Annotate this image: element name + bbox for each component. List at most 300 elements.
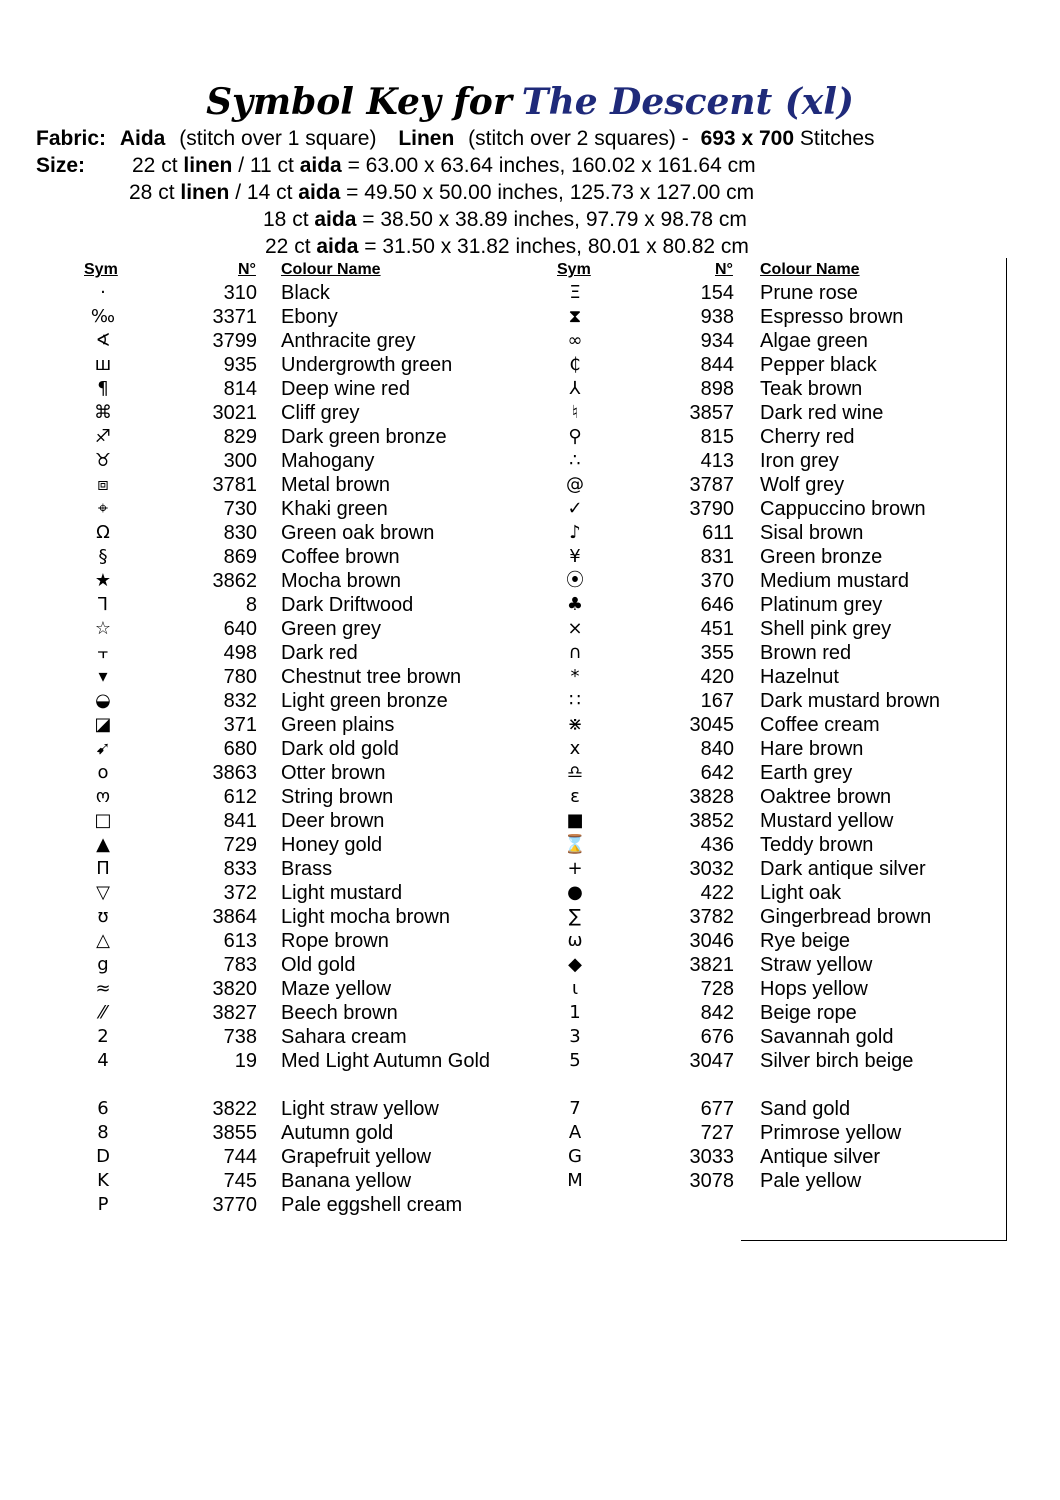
- list-item: [553, 305, 1033, 329]
- col-header-colour-name: Colour Name: [760, 261, 860, 278]
- colour-name: Green bronze: [760, 546, 883, 568]
- colour-name: Dark antique silver: [760, 858, 926, 880]
- thread-number: 3852: [689, 810, 734, 832]
- fabric-label: Fabric:: [36, 127, 107, 150]
- list-item: [553, 929, 1033, 953]
- list-item: [553, 809, 1033, 833]
- symbol-glyph: ≈: [95, 978, 111, 999]
- symbol-glyph: ʊ: [97, 906, 109, 927]
- list-item: [553, 881, 1033, 905]
- thread-number: 3822: [212, 1098, 257, 1120]
- list-item: [81, 689, 561, 713]
- symbol-glyph: ⧈: [97, 474, 109, 495]
- thread-number: 3782: [689, 906, 734, 928]
- list-item: [553, 1121, 1033, 1145]
- colour-name: Beige rope: [760, 1002, 857, 1024]
- thread-number: 3828: [689, 786, 734, 808]
- symbol-glyph: ♣: [566, 594, 584, 615]
- list-item: [553, 833, 1033, 857]
- colour-name: Otter brown: [281, 762, 386, 784]
- symbol-glyph: ¥: [569, 546, 581, 567]
- fabric-linen: Linen: [398, 127, 455, 150]
- symbol-glyph: ⦿: [566, 570, 584, 591]
- title-prefix: Symbol Key for: [206, 81, 512, 123]
- list-item: [81, 665, 561, 689]
- list-item: [81, 545, 561, 569]
- colour-name: Beech brown: [281, 1002, 398, 1024]
- list-item: [553, 425, 1033, 449]
- thread-number: 745: [223, 1170, 257, 1192]
- thread-number: 3787: [689, 474, 734, 496]
- thread-number: 829: [223, 426, 257, 448]
- thread-number: 642: [700, 762, 734, 784]
- thread-number: 729: [223, 834, 257, 856]
- symbol-glyph: K: [97, 1170, 109, 1191]
- list-item: [81, 281, 561, 305]
- symbol-glyph: ⅄: [569, 378, 581, 399]
- symbol-glyph: ∩: [568, 642, 582, 663]
- thread-number: 844: [700, 354, 734, 376]
- list-item: [81, 929, 561, 953]
- symbol-glyph: 3: [569, 1026, 581, 1047]
- colour-name: Hare brown: [760, 738, 864, 760]
- thread-number: 831: [700, 546, 734, 568]
- thread-number: 498: [223, 642, 257, 664]
- left-color-list: [81, 281, 561, 1217]
- list-item: [81, 1169, 561, 1193]
- colour-name: Dark red: [281, 642, 358, 664]
- symbol-glyph: ☆: [94, 618, 112, 639]
- symbol-glyph: M: [567, 1170, 583, 1191]
- list-item: [553, 473, 1033, 497]
- thread-number: 3021: [212, 402, 257, 424]
- thread-number: 640: [223, 618, 257, 640]
- thread-number: 613: [223, 930, 257, 952]
- thread-number: 3855: [212, 1122, 257, 1144]
- colour-name: Algae green: [760, 330, 868, 352]
- stitch-count: 693 x 700: [700, 127, 795, 150]
- symbol-glyph: ⨯: [567, 618, 583, 639]
- colour-name: Honey gold: [281, 834, 383, 856]
- colour-name: Sand gold: [760, 1098, 851, 1120]
- thread-number: 8: [245, 594, 257, 616]
- colour-name: Maze yellow: [281, 978, 392, 1000]
- list-item: [81, 857, 561, 881]
- thread-number: 3770: [212, 1194, 257, 1216]
- thread-number: 3371: [212, 306, 257, 328]
- stitches-label: Stitches: [799, 127, 875, 150]
- colour-name: Teddy brown: [760, 834, 874, 856]
- list-item: [553, 1001, 1033, 1025]
- list-item: [81, 1193, 561, 1217]
- symbol-glyph: D: [96, 1146, 110, 1167]
- list-item: [553, 905, 1033, 929]
- colour-name: Wolf grey: [760, 474, 845, 496]
- right-color-list: [553, 281, 1033, 1193]
- thread-number: 938: [700, 306, 734, 328]
- colour-name: String brown: [281, 786, 394, 808]
- symbol-glyph: 8: [97, 1122, 109, 1143]
- symbol-glyph: ⌘: [94, 402, 112, 423]
- colour-name: Ebony: [281, 306, 338, 328]
- colour-name: Mustard yellow: [760, 810, 894, 832]
- colour-name: Rope brown: [281, 930, 389, 952]
- symbol-glyph: 4: [97, 1050, 109, 1071]
- list-item: [81, 1121, 561, 1145]
- colour-name: Khaki green: [281, 498, 388, 520]
- symbol-glyph: ω: [567, 930, 583, 951]
- list-item: [553, 329, 1033, 353]
- thread-number: 451: [700, 618, 734, 640]
- symbol-glyph: §: [98, 546, 108, 567]
- colour-name: Autumn gold: [281, 1122, 394, 1144]
- list-item: [81, 1025, 561, 1049]
- symbol-glyph: ✓: [567, 498, 583, 519]
- thread-number: 814: [223, 378, 257, 400]
- symbol-glyph: ⁄⁄: [99, 1002, 106, 1023]
- colour-name: Brass: [281, 858, 333, 880]
- colour-name: Sisal brown: [760, 522, 864, 544]
- colour-name: Pepper black: [760, 354, 877, 376]
- list-item: [81, 785, 561, 809]
- thread-number: 420: [700, 666, 734, 688]
- colour-name: Mocha brown: [281, 570, 402, 592]
- thread-number: 3799: [212, 330, 257, 352]
- thread-number: 3046: [689, 930, 734, 952]
- col-header-number: N°: [715, 261, 733, 278]
- symbol-glyph: ▾: [98, 666, 108, 687]
- thread-number: 3032: [689, 858, 734, 880]
- thread-number: 167: [700, 690, 734, 712]
- symbol-glyph: 1: [569, 1002, 581, 1023]
- bottom-border: [741, 1240, 1007, 1241]
- colour-name: Brown red: [760, 642, 852, 664]
- symbol-glyph: Ξ: [569, 282, 581, 303]
- thread-number: 832: [223, 690, 257, 712]
- right-border: [1006, 258, 1007, 1241]
- colour-name: Banana yellow: [281, 1170, 412, 1192]
- symbol-glyph: o: [97, 762, 109, 783]
- colour-name: Dark red wine: [760, 402, 884, 424]
- colour-name: Pale yellow: [760, 1170, 862, 1192]
- list-item: [553, 713, 1033, 737]
- colour-name: Cappuccino brown: [760, 498, 926, 520]
- list-item: [553, 1169, 1033, 1193]
- symbol-glyph: ◆: [568, 954, 582, 975]
- list-item: [81, 641, 561, 665]
- thread-number: 371: [223, 714, 257, 736]
- symbol-glyph: 6: [97, 1098, 109, 1119]
- list-item: [553, 785, 1033, 809]
- colour-name: Shell pink grey: [760, 618, 892, 640]
- colour-name: Black: [281, 282, 330, 304]
- list-item: [81, 953, 561, 977]
- colour-name: Silver birch beige: [760, 1050, 914, 1072]
- thread-number: 783: [223, 954, 257, 976]
- symbol-glyph: ▽: [96, 882, 110, 903]
- list-item: [553, 1097, 1033, 1121]
- thread-number: 646: [700, 594, 734, 616]
- thread-number: 19: [234, 1050, 257, 1072]
- symbol-glyph: ш: [94, 354, 112, 375]
- colour-name: Chestnut tree brown: [281, 666, 462, 688]
- colour-name: Light mustard: [281, 882, 403, 904]
- colour-name: Iron grey: [760, 450, 839, 472]
- size-line: 22 ct aida = 31.50 x 31.82 inches, 80.01 x 80.82 cm: [265, 235, 749, 258]
- list-item: [81, 1001, 561, 1025]
- colour-name: Light oak: [760, 882, 842, 904]
- thread-number: 3078: [689, 1170, 734, 1192]
- colour-name: Deer brown: [281, 810, 385, 832]
- colour-name: Mahogany: [281, 450, 375, 472]
- thread-number: 3820: [212, 978, 257, 1000]
- colour-name: Pale eggshell cream: [281, 1194, 463, 1216]
- list-item: [553, 857, 1033, 881]
- symbol-glyph: ★: [94, 570, 112, 591]
- size-label-line: [36, 152, 85, 179]
- colour-name: Dark green bronze: [281, 426, 447, 448]
- thread-number: 676: [700, 1026, 734, 1048]
- list-item: [81, 1145, 561, 1169]
- list-item: [81, 593, 561, 617]
- symbol-glyph: ∢: [95, 330, 111, 351]
- list-item: [553, 665, 1033, 689]
- thread-number: 3033: [689, 1146, 734, 1168]
- thread-number: 3857: [689, 402, 734, 424]
- list-item: [81, 569, 561, 593]
- symbol-glyph: ♎: [566, 762, 584, 783]
- colour-name: Gingerbread brown: [760, 906, 932, 928]
- symbol-glyph: ⚲: [568, 426, 582, 447]
- symbol-glyph: ♮: [571, 402, 579, 423]
- symbol-glyph: g: [97, 954, 109, 975]
- thread-number: 869: [223, 546, 257, 568]
- colour-name: Primrose yellow: [760, 1122, 902, 1144]
- list-item: [81, 977, 561, 1001]
- list-item: [553, 737, 1033, 761]
- symbol-glyph: Π: [96, 858, 110, 879]
- colour-name: Hazelnut: [760, 666, 839, 688]
- symbol-glyph: Ω: [96, 522, 110, 543]
- thread-number: 730: [223, 498, 257, 520]
- thread-number: 738: [223, 1026, 257, 1048]
- symbol-glyph: ➹: [95, 738, 111, 759]
- size-label: Size:: [36, 154, 86, 177]
- colour-name: Old gold: [281, 954, 356, 976]
- symbol-glyph: ⋇: [567, 714, 583, 735]
- colour-name: Undergrowth green: [281, 354, 453, 376]
- colour-name: Coffee brown: [281, 546, 400, 568]
- symbol-glyph: ◒: [95, 690, 111, 711]
- thread-number: 830: [223, 522, 257, 544]
- symbol-glyph: @: [566, 474, 584, 495]
- symbol-glyph: ■: [566, 810, 584, 831]
- thread-number: 3862: [212, 570, 257, 592]
- symbol-glyph: ◪: [94, 714, 112, 735]
- list-item: [81, 329, 561, 353]
- list-item: [81, 833, 561, 857]
- symbol-glyph: ∞: [567, 330, 583, 351]
- symbol-glyph: ⅂: [97, 594, 109, 615]
- symbol-glyph: ⧗: [568, 306, 582, 327]
- list-item: [553, 641, 1033, 665]
- col-header-sym: Sym: [84, 261, 118, 278]
- thread-number: 841: [223, 810, 257, 832]
- thread-number: 3045: [689, 714, 734, 736]
- symbol-glyph: 5: [569, 1050, 581, 1071]
- colour-name: Straw yellow: [760, 954, 873, 976]
- col-header-number: N°: [238, 261, 256, 278]
- symbol-glyph: ∑: [568, 906, 582, 927]
- symbol-glyph: ¶: [97, 378, 109, 399]
- colour-name: Rye beige: [760, 930, 851, 952]
- symbol-glyph: 2: [97, 1026, 109, 1047]
- colour-name: Espresso brown: [760, 306, 904, 328]
- list-item: [81, 449, 561, 473]
- colour-name: Light mocha brown: [281, 906, 450, 928]
- colour-name: Green plains: [281, 714, 395, 736]
- thread-number: 3827: [212, 1002, 257, 1024]
- list-item: [81, 377, 561, 401]
- symbol-glyph: ε: [570, 786, 580, 807]
- thread-number: 744: [223, 1146, 257, 1168]
- thread-number: 372: [223, 882, 257, 904]
- thread-number: 934: [700, 330, 734, 352]
- list-item: [553, 521, 1033, 545]
- thread-number: 422: [700, 882, 734, 904]
- list-item: [81, 617, 561, 641]
- size-line: 22 ct linen / 11 ct aida = 63.00 x 63.64 inches, 160.02 x 161.64 cm: [132, 154, 756, 177]
- colour-name: Dark Driftwood: [281, 594, 414, 616]
- list-item: [553, 593, 1033, 617]
- list-item: [81, 713, 561, 737]
- symbol-glyph: ⌖: [97, 498, 109, 519]
- symbol-glyph: △: [96, 930, 110, 951]
- thread-number: 3863: [212, 762, 257, 784]
- colour-name: Green grey: [281, 618, 382, 640]
- size-line: 18 ct aida = 38.50 x 38.89 inches, 97.79 x 98.78 cm: [263, 208, 747, 231]
- list-item: [553, 497, 1033, 521]
- list-item: [81, 905, 561, 929]
- list-item: [553, 689, 1033, 713]
- list-item: [81, 1097, 561, 1121]
- symbol-glyph: ·: [100, 282, 106, 303]
- thread-number: 727: [700, 1122, 734, 1144]
- colour-name: Med Light Autumn Gold: [281, 1050, 491, 1072]
- symbol-glyph: ♪: [569, 522, 581, 543]
- colour-name: Sahara cream: [281, 1026, 407, 1048]
- thread-number: 3047: [689, 1050, 734, 1072]
- colour-name: Hops yellow: [760, 978, 868, 1000]
- colour-name: Oaktree brown: [760, 786, 892, 808]
- thread-number: 154: [700, 282, 734, 304]
- size-line: 28 ct linen / 14 ct aida = 49.50 x 50.00 inches, 125.73 x 127.00 cm: [129, 181, 755, 204]
- symbol-glyph: ∴: [569, 450, 581, 471]
- thread-number: 728: [700, 978, 734, 1000]
- thread-number: 780: [223, 666, 257, 688]
- list-item: [81, 521, 561, 545]
- colour-name: Cliff grey: [281, 402, 360, 424]
- colour-name: Medium mustard: [760, 570, 909, 592]
- list-item: [553, 761, 1033, 785]
- thread-number: 3864: [212, 906, 257, 928]
- list-item: [81, 1049, 561, 1097]
- list-item: [553, 401, 1033, 425]
- thread-number: 677: [700, 1098, 734, 1120]
- symbol-glyph: 7: [569, 1098, 581, 1119]
- list-item: [81, 497, 561, 521]
- symbol-glyph: +: [567, 858, 583, 879]
- list-item: [553, 449, 1033, 473]
- symbol-glyph: ⫟: [97, 642, 109, 663]
- thread-number: 898: [700, 378, 734, 400]
- colour-name: Light straw yellow: [281, 1098, 439, 1120]
- colour-name: Grapefruit yellow: [281, 1146, 432, 1168]
- list-item: [553, 377, 1033, 401]
- symbol-glyph: ო: [95, 786, 111, 807]
- page-title: [0, 80, 1060, 124]
- thread-number: 355: [700, 642, 734, 664]
- thread-number: 3821: [689, 954, 734, 976]
- colour-name: Earth grey: [760, 762, 853, 784]
- symbol-glyph: ‰: [90, 306, 116, 327]
- symbol-glyph: □: [94, 810, 112, 831]
- colour-name: Dark old gold: [281, 738, 399, 760]
- symbol-glyph: P: [97, 1194, 109, 1215]
- colour-name: Antique silver: [760, 1146, 881, 1168]
- col-header-sym: Sym: [557, 261, 591, 278]
- list-item: [81, 737, 561, 761]
- symbol-glyph: ∷: [569, 690, 581, 711]
- symbol-glyph: A: [568, 1122, 582, 1143]
- symbol-glyph: ♐: [94, 426, 112, 447]
- colour-name: Green oak brown: [281, 522, 435, 544]
- list-item: [553, 569, 1033, 593]
- colour-name: Cherry red: [760, 426, 855, 448]
- fabric-aida-note: (stitch over 1 square): [179, 127, 377, 150]
- list-item: [553, 953, 1033, 977]
- thread-number: 680: [223, 738, 257, 760]
- fabric-line: [36, 125, 875, 152]
- colour-name: Light green bronze: [281, 690, 448, 712]
- symbol-glyph: x: [569, 738, 581, 759]
- thread-number: 300: [223, 450, 257, 472]
- colour-name: Deep wine red: [281, 378, 410, 400]
- list-item: [553, 353, 1033, 377]
- symbol-glyph: ₵: [569, 354, 581, 375]
- thread-number: 833: [223, 858, 257, 880]
- list-item: [81, 761, 561, 785]
- list-item: [81, 809, 561, 833]
- thread-number: 436: [700, 834, 734, 856]
- colour-name: Anthracite grey: [281, 330, 416, 352]
- colour-name: Metal brown: [281, 474, 390, 496]
- thread-number: 935: [223, 354, 257, 376]
- colour-name: Dark mustard brown: [760, 690, 941, 712]
- list-item: [81, 353, 561, 377]
- list-item: [81, 305, 561, 329]
- thread-number: 840: [700, 738, 734, 760]
- list-item: [553, 977, 1033, 1001]
- list-item: [553, 1025, 1033, 1049]
- pattern-name: The Descent (xl): [521, 81, 854, 123]
- list-item: [81, 401, 561, 425]
- list-item: [553, 1145, 1033, 1169]
- thread-number: 310: [223, 282, 257, 304]
- symbol-glyph: *: [570, 666, 580, 687]
- list-item: [81, 473, 561, 497]
- list-item: [553, 1049, 1033, 1097]
